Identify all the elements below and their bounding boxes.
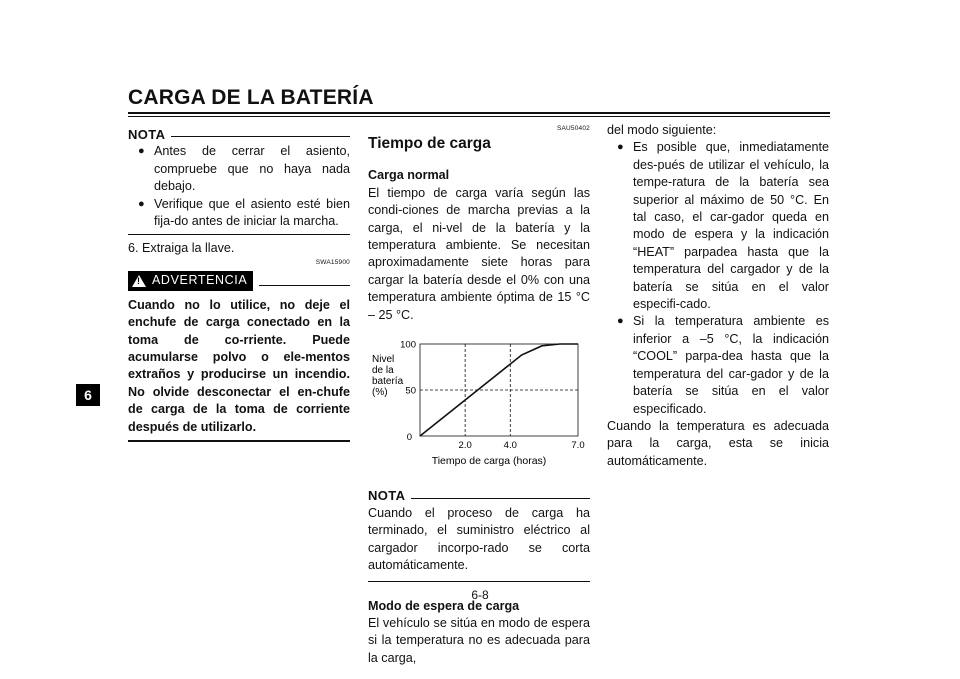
list-item: [607, 139, 829, 313]
charge-chart-svg: [368, 336, 590, 468]
bullet-icon: ●: [617, 315, 624, 328]
step-text: 6. Extraiga la llave.: [128, 241, 235, 256]
plot-frame: [420, 344, 578, 436]
column-right: [607, 122, 829, 470]
grid-lines: [420, 344, 578, 436]
section-title: Tiempo de carga: [368, 135, 491, 152]
section-code: SAU50402: [556, 125, 590, 132]
y-ticks: [400, 340, 416, 397]
warning-label: ADVERTENCIA: [152, 273, 248, 288]
series-line: [420, 344, 578, 436]
nota-heading: [128, 126, 350, 143]
bullet-icon: ●: [138, 197, 145, 210]
list-item-text: Antes de cerrar el asiento, compruebe que no haya nada debajo.: [154, 144, 350, 194]
paragraph: Cuando la temperatura es adecuada para la carga, esta se inicia automáticamente.: [607, 418, 829, 468]
paragraph: El vehículo se sitúa en modo de espera si la temperatura no es adecuada para la carga,: [368, 615, 590, 665]
warning-text: Cuando no lo utilice, no deje el enchufe de carga conectado en la toma de co-rriente. Puede acumularse polvo o ele-mentos extraños y producirse un incendio. No olvide desconectar el en-chufe de carga de la toma de corriente después de utilizarlo.: [128, 297, 350, 434]
paragraph: del modo siguiente:: [607, 123, 717, 137]
list-item-text: Si la temperatura ambiente es inferior a –5 °C, la indicación “COOL” parpa-dea hasta que la temperatura del car-gador y de la batería se sitúa en el valor especificado.: [633, 314, 829, 416]
nota-label: NOTA: [128, 127, 166, 142]
x-ticks: [407, 432, 585, 451]
list-item: [607, 313, 829, 417]
page-title: CARGA DE LA BATERÍA: [128, 86, 374, 109]
chapter-tab: 6: [76, 384, 100, 406]
subsection-title: Modo de espera de carga: [368, 598, 520, 613]
nota-end-rule: [368, 581, 590, 582]
x-tick-label: 4.0: [503, 440, 517, 452]
bullet-icon: ●: [617, 141, 624, 154]
list-item: [128, 143, 350, 195]
nota-heading: [368, 487, 590, 504]
warning-code: SWA15900: [315, 258, 350, 266]
warning-triangle-icon: !: [132, 275, 146, 287]
paragraph: El tiempo de carga varía según las condi-ciones de marcha previas a la carga, el ni-vel de la batería y la temperatura ambiente. Se necesitan aproximadamente siete horas para cargar la batería desde el 0% con una temperatura ambiente óptima de 15 °C – 25 °C.: [368, 185, 590, 322]
nota-label: NOTA: [368, 488, 406, 504]
title-rule: [128, 112, 830, 114]
warning-badge: [128, 271, 253, 291]
title-rule-thin: [128, 116, 830, 117]
y-axis-label-line: de la: [372, 365, 394, 377]
x-tick-label: 7.0: [571, 440, 585, 452]
list-item-text: Verifique que el asiento esté bien fija-do antes de iniciar la marcha.: [154, 196, 350, 229]
column-middle: [368, 124, 590, 667]
origin-label: 0: [406, 432, 412, 444]
chart: [368, 336, 590, 473]
y-tick-label: 50: [405, 385, 416, 397]
y-tick-label: 100: [400, 339, 416, 351]
y-axis-label-line: Nivel: [372, 354, 395, 366]
list-item: [128, 196, 350, 231]
column-left: [128, 126, 350, 442]
nota-end-rule: [128, 234, 350, 235]
warning-end-rule: [128, 440, 350, 442]
bullet-icon: ●: [138, 145, 145, 158]
subsection-title: Carga normal: [368, 168, 450, 183]
list-item-text: Es posible que, inmediatamente des-pués de utilizar el vehículo, la tempe-ratura de la batería sea superior al máximo de 50 °C. En tal caso, el car-gador queda en modo de espera y la indicación “HEAT” parpadea hasta que la temperatura del cargador y de la batería se sitúa en el valor especifi-cado.: [633, 140, 829, 312]
y-axis-label: [372, 354, 404, 398]
x-tick-label: 2.0: [458, 440, 472, 452]
page-number: 6-8: [471, 588, 489, 602]
nota-text: Cuando el proceso de carga ha terminado, el suministro eléctrico al cargador incorpo-rado se corta automáticamente.: [368, 505, 590, 573]
y-axis-label-line: batería: [372, 376, 404, 388]
x-axis-label: Tiempo de carga (horas): [431, 455, 547, 468]
warning-heading: [128, 271, 350, 291]
y-axis-label-line: (%): [372, 387, 388, 399]
